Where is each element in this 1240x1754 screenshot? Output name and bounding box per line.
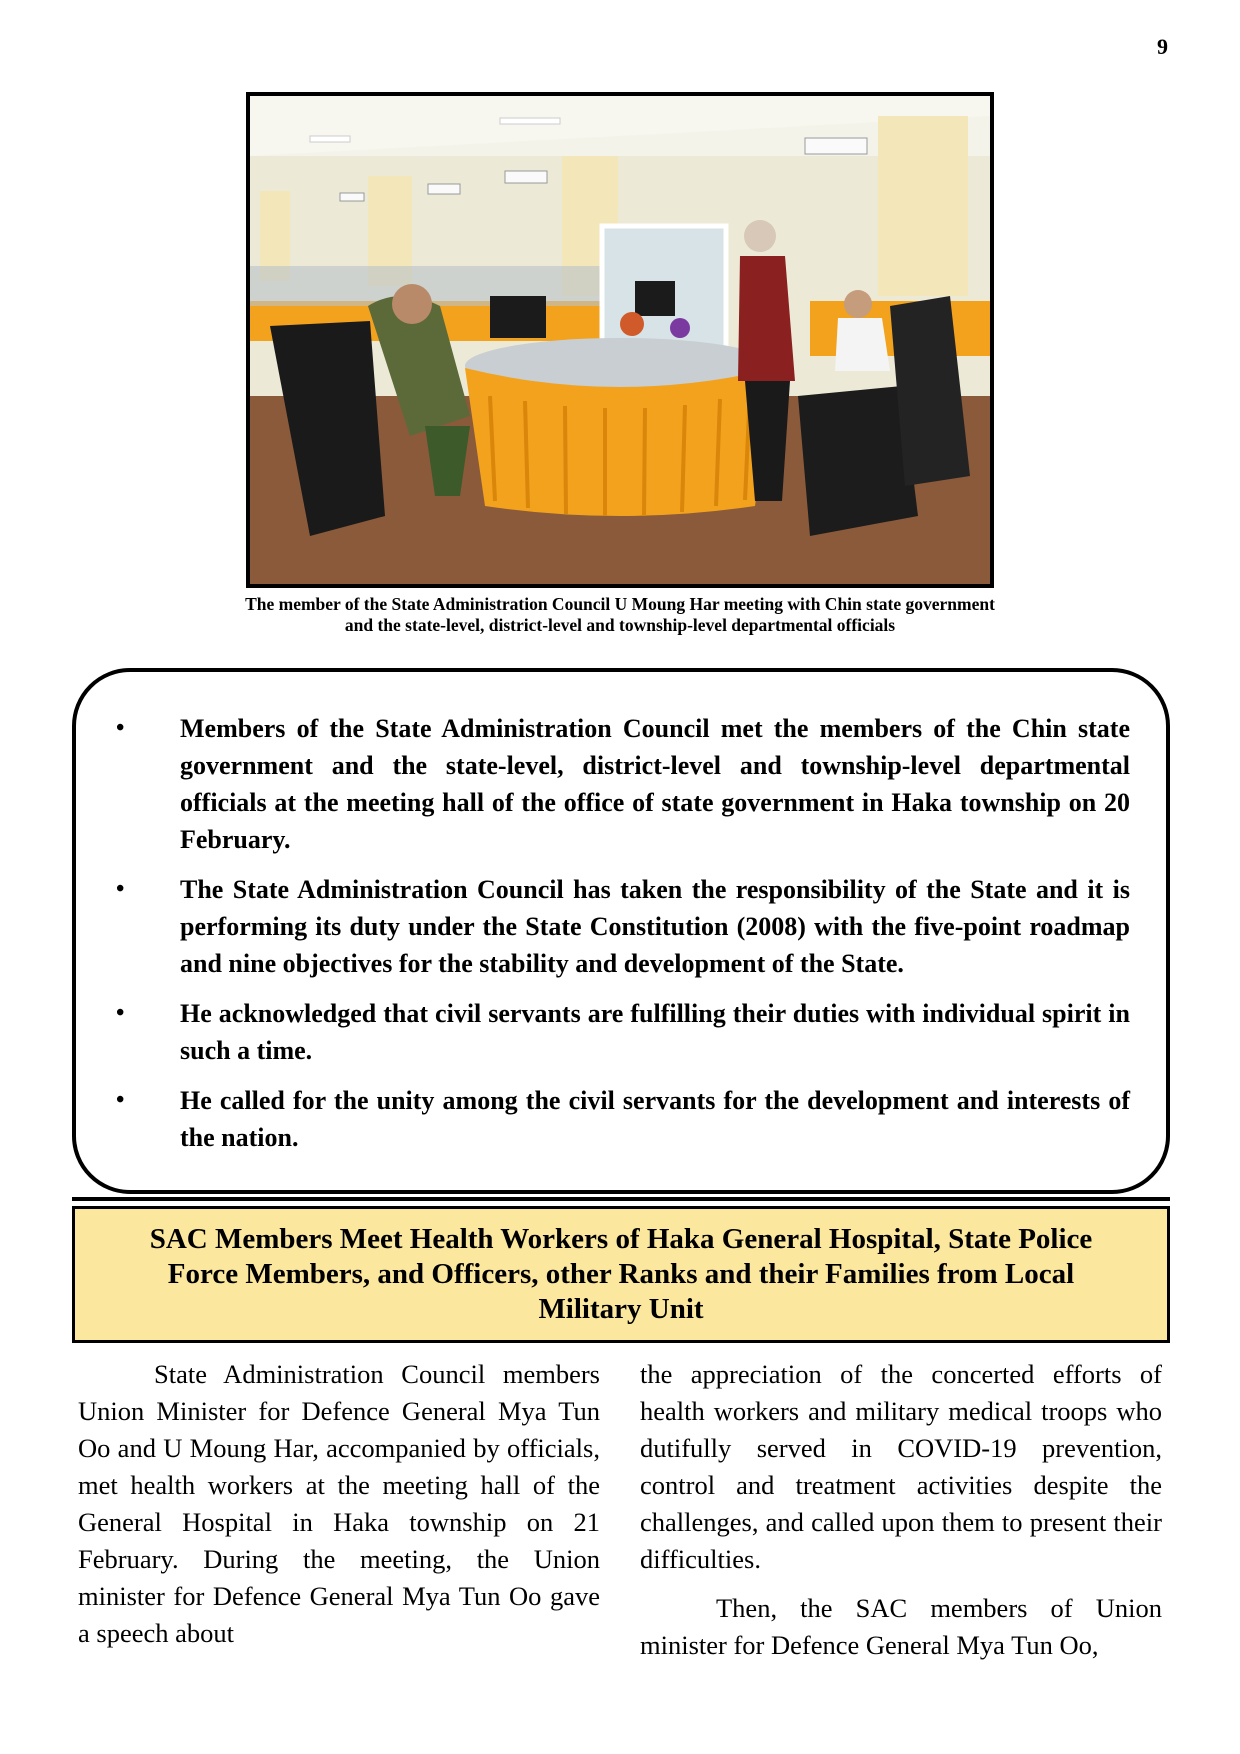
meeting-photo-illustration (250, 96, 990, 584)
summary-item (112, 1082, 1130, 1156)
page-number: 9 (1157, 34, 1168, 59)
article-column-right (640, 1356, 1162, 1676)
summary-item-text: Members of the State Administration Council met the members of the Chin state government and the state-level, district-level and township-level departmental officials at the meeting hall of the office of state government in Haka township on 20 February. (180, 714, 1130, 854)
summary-item-text: The State Administration Council has taken the responsibility of the State and it is performing its duty under the State Constitution (2008) with the five-point roadmap and nine objectives for the stability and development of the State. (180, 875, 1130, 978)
summary-list (112, 710, 1130, 1169)
photo-caption: The member of the State Administration Council U Moung Har meeting with Chin state government and the state-level, district-level and township-level departmental officials (245, 594, 995, 635)
summary-item-text: He called for the unity among the civil servants for the development and interests of the nation. (180, 1086, 1130, 1152)
summary-item (112, 871, 1130, 982)
article-paragraph: State Administration Council members Union Minister for Defence General Mya Tun Oo and U Moung Har, accompanied by officials, met health workers at the meeting hall of the General Hospital in Haka township on 21 February. During the meeting, the Union minister for Defence General Mya Tun Oo gave a speech about (78, 1359, 600, 1648)
headline-box (72, 1206, 1170, 1343)
bullet-icon: • (116, 1087, 125, 1113)
summary-item (112, 995, 1130, 1069)
article-paragraph: the appreciation of the concerted efforts of health workers and military medical troops who dutifully served in COVID-19 prevention, control and treatment activities despite the challenges, and called upon them to present their difficulties. (640, 1359, 1162, 1574)
summary-item-text: He acknowledged that civil servants are fulfilling their duties with individual spirit in such a time. (180, 999, 1130, 1065)
bullet-icon: • (116, 715, 125, 741)
article-column-left (78, 1356, 600, 1664)
section-divider (72, 1197, 1170, 1201)
bullet-icon: • (116, 876, 125, 902)
summary-item (112, 710, 1130, 858)
summary-box (72, 668, 1170, 1194)
article-headline: SAC Members Meet Health Workers of Haka General Hospital, State Police Force Members, and Officers, other Ranks and their Families from Local Military Unit (149, 1223, 1093, 1325)
article-paragraph: Then, the SAC members of Union minister for Defence General Mya Tun Oo, (640, 1593, 1162, 1660)
meeting-photo (246, 92, 994, 588)
bullet-icon: • (116, 1000, 125, 1026)
